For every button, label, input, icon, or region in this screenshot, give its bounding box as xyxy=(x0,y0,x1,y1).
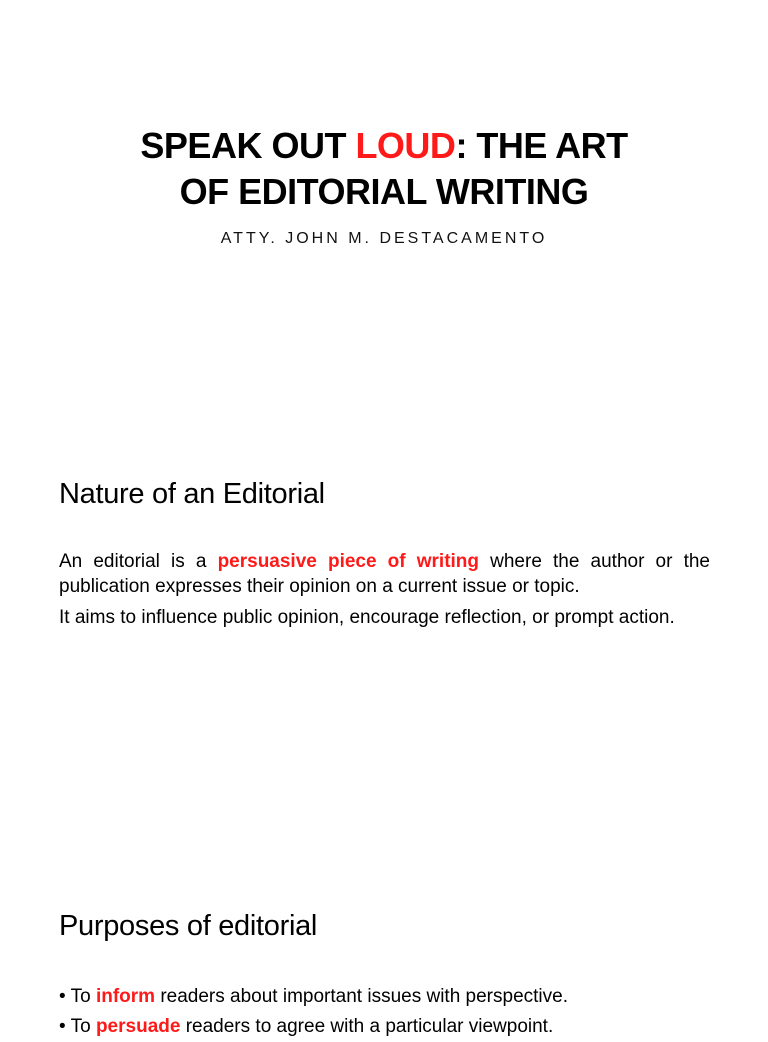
list-item xyxy=(59,1012,739,1042)
definition-text-after: where the author or the publication expresses their opinion on a current issue or topic. xyxy=(59,551,710,597)
bullet-marker: • xyxy=(59,986,71,1007)
bullet-text-after: readers about important issues with perspective. xyxy=(155,986,568,1007)
definition-text-before: An editorial is a xyxy=(59,551,218,572)
list-item xyxy=(59,982,739,1012)
bullet-text-before: To xyxy=(70,1016,96,1037)
section-heading-nature: Nature of an Editorial xyxy=(59,478,325,510)
title-part2: : THE ART xyxy=(455,125,628,166)
title-accent-word: LOUD xyxy=(355,125,456,166)
bullet-marker: • xyxy=(59,1016,71,1037)
bullet-highlight: persuade xyxy=(95,1016,181,1037)
bullet-text-before: To xyxy=(70,986,96,1007)
definition-highlight: persuasive piece of writing xyxy=(217,551,480,572)
title-line2: OF EDITORIAL WRITING xyxy=(179,171,589,212)
bullet-text-after: readers to agree with a particular viewpoint. xyxy=(180,1016,554,1037)
editorial-aim-paragraph: It aims to influence public opinion, encourage reflection, or prompt action. xyxy=(59,607,675,628)
section-heading-purposes: Purposes of editorial xyxy=(59,910,318,942)
purposes-list xyxy=(59,982,739,1042)
editorial-definition-paragraph xyxy=(59,549,710,599)
author-subtitle: ATTY. JOHN M. DESTACAMENTO xyxy=(220,230,548,247)
bullet-highlight: inform xyxy=(95,986,156,1007)
slide-title xyxy=(0,123,768,215)
title-part1: SPEAK OUT xyxy=(140,125,356,166)
